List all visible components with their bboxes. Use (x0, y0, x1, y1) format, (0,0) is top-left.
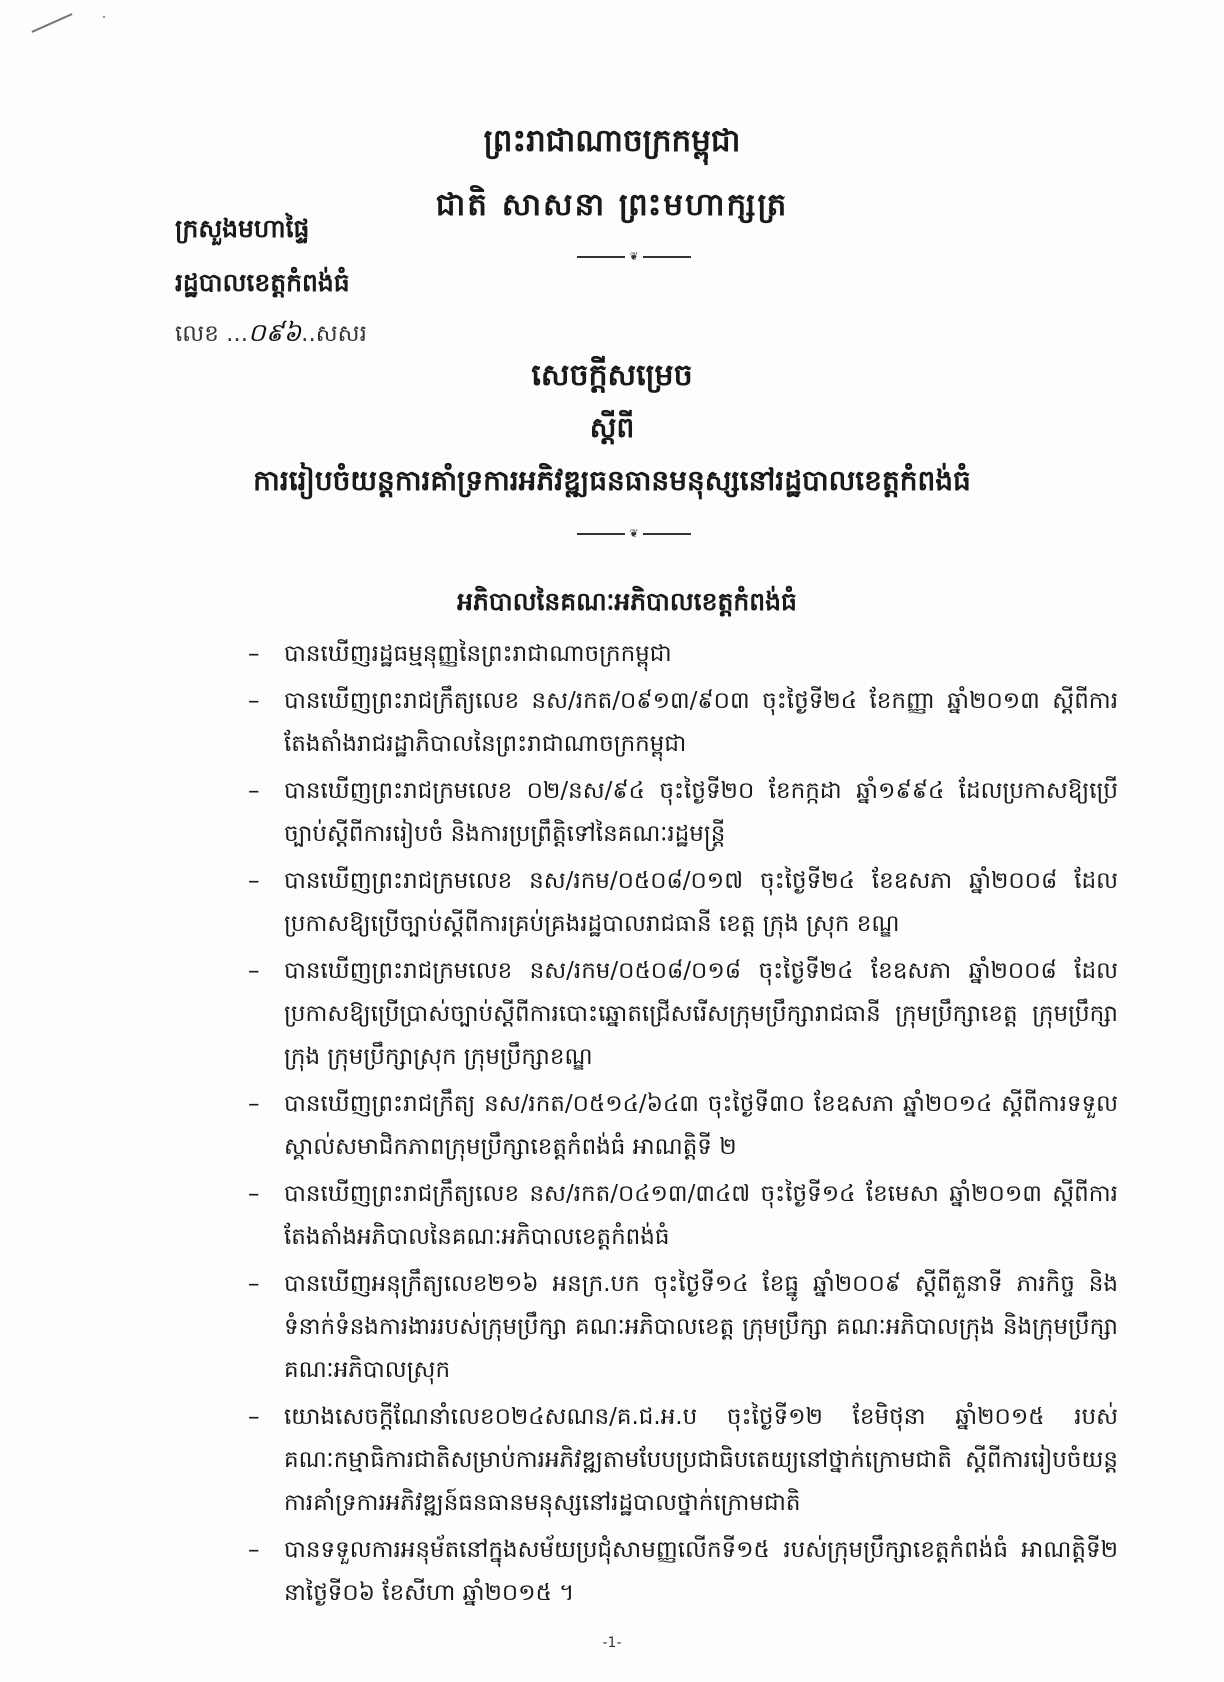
ornament-divider-top (577, 250, 691, 264)
list-item (248, 1263, 1118, 1392)
list-dash: – (248, 641, 260, 667)
list-dash: – (248, 1271, 260, 1297)
list-item-text: បានឃើញអនុក្រឹត្យលេខ២១៦ អនក្រ.បក ចុះថ្ងៃទី១៤ ខែធ្នូ ឆ្នាំ២០០៩ ស្តីពីតួនាទី ភារកិច្ច និងទំនាក់ទំនងការងាររបស់ក្រុមប្រឹក្សា គណៈអភិបាលខេត្ត ក្រុមប្រឹក្សា គណៈអភិបាលក្រុង និងក្រុមប្រឹក្សា គណៈអភិបាលស្រុក (284, 1271, 1118, 1383)
list-item-text: បានឃើញព្រះរាជក្រមលេខ ០២/នស/៩៤ ចុះថ្ងៃទី២០ ខែកក្កដា ឆ្នាំ១៩៩៤ ដែលប្រកាសឱ្យប្រើច្បាប់ស្តីពីការរៀបចំ និងការប្រព្រឹត្តិទៅនៃគណៈរដ្ឋមន្ត្រី (284, 778, 1118, 847)
document-about: ស្តីពី (589, 411, 635, 444)
list-item-text: បានឃើញព្រះរាជក្រឹត្យលេខ នស/រកត/០៤១៣/៣៤៧ ចុះថ្ងៃទី១៤ ខែមេសា ឆ្នាំ២០១៣ ស្តីពីការតែងតាំងអភិបាលនៃគណៈអភិបាលខេត្តកំពង់ធំ (284, 1181, 1118, 1250)
list-item (248, 1396, 1118, 1525)
list-dash: – (248, 868, 260, 894)
list-item-text: បានឃើញព្រះរាជក្រមលេខ នស/រកម/០៥០៨/០១៨ ចុះថ្ងៃទី២៤ ខែឧសភា ឆ្នាំ២០០៨ ដែលប្រកាសឱ្យប្រើប្រាស់ច្បាប់ស្តីពីការបោះឆ្នោតជ្រើសរើសក្រុមប្រឹក្សារាជធានី ក្រុមប្រឹក្សាខេត្ត ក្រុមប្រឹក្សាក្រុង ក្រុមប្រឹក្សាស្រុក ក្រុមប្រឹក្សាខណ្ឌ (284, 958, 1118, 1070)
document-title: សេចក្តីសម្រេច (531, 358, 693, 393)
list-item (248, 770, 1118, 856)
list-dash: – (248, 1537, 260, 1563)
list-item (248, 860, 1118, 946)
list-dash: – (248, 1181, 260, 1207)
list-item-text: បានឃើញព្រះរាជក្រមលេខ នស/រកម/០៥០៨/០១៧ ចុះថ្ងៃទី២៤ ខែឧសភា ឆ្នាំ២០០៨ ដែលប្រកាសឱ្យប្រើច្បាប់ស្តីពីការគ្រប់គ្រងរដ្ឋបាលរាជធានី ខេត្ត ក្រុង ស្រុក ខណ្ឌ (284, 868, 1118, 937)
list-item (248, 950, 1118, 1079)
reference-suffix: ..សសរ (301, 321, 367, 347)
list-item-text: បានឃើញរដ្ឋធម្មនុញ្ញនៃព្រះរាជាណាចក្រកម្ពុជា (284, 641, 672, 667)
list-dash: – (248, 778, 260, 804)
list-dash: – (248, 1091, 260, 1117)
list-item-text: បានឃើញព្រះរាជក្រឹត្យ នស/រកត/០៥១៤/៦៤៣ ចុះថ្ងៃទី៣០ ខែឧសភា ឆ្នាំ២០១៤ ស្តីពីការទទួលស្គាល់សមាជិកភាពក្រុមប្រឹក្សាខេត្តកំពង់ធំ អាណត្តិទី ២ (284, 1091, 1118, 1160)
list-dash: – (248, 958, 260, 984)
list-item (248, 1083, 1118, 1169)
reference-number (175, 318, 367, 354)
ministry-name: ក្រសួងមហាផ្ទៃ (175, 214, 310, 243)
scan-dot (103, 16, 105, 18)
ornament-divider-title (577, 527, 691, 541)
list-item (248, 1529, 1118, 1615)
reference-prefix: លេខ ... (175, 321, 249, 347)
kingdom-heading: ព្រះរាជាណាចក្រកម្ពុជា (483, 123, 741, 159)
list-dash: – (248, 1404, 260, 1430)
ornament-icon: ❦ (629, 250, 639, 263)
ornament-icon: ❦ (629, 527, 639, 540)
list-item (248, 1173, 1118, 1259)
document-subject: ការរៀបចំយន្តការគាំទ្រការអភិវឌ្ឍធនធានមនុស្សនៅរដ្ឋបាលខេត្តកំពង់ធំ (253, 464, 971, 497)
list-item (248, 633, 1118, 676)
province-administration: រដ្ឋបាលខេត្តកំពង់ធំ (175, 268, 350, 297)
reference-number-handwritten: ០៩៦ (248, 318, 302, 347)
legal-basis-list (248, 633, 1118, 1619)
list-item-text: បានទទួលការអនុម័តនៅក្នុងសម័យប្រជុំសាមញ្ញលើកទី១៥ របស់ក្រុមប្រឹក្សាខេត្តកំពង់ធំ អាណត្តិទី២ នាថ្ងៃទី០៦ ខែសីហា ឆ្នាំ២០១៥ ។ (284, 1537, 1118, 1606)
list-item-text: យោងសេចក្តីណែនាំលេខ០២៤សណន/គ.ជ.អ.ប ចុះថ្ងៃទី១២ ខែមិថុនា ឆ្នាំ២០១៥ របស់គណៈកម្មាធិការជាតិសម្រាប់ការអភិវឌ្ឍតាមបែបប្រជាធិបតេយ្យនៅថ្នាក់ក្រោមជាតិ ស្តីពីការរៀបចំយន្តការគាំទ្រការអភិវឌ្ឍន៍ធនធានមនុស្សនៅរដ្ឋបាលថ្នាក់ក្រោមជាតិ (284, 1404, 1118, 1516)
page-number: -1- (602, 1635, 622, 1651)
list-item-text: បានឃើញព្រះរាជក្រឹត្យលេខ នស/រកត/០៩១៣/៩០៣ ចុះថ្ងៃទី២៤ ខែកញ្ញា ឆ្នាំ២០១៣ ស្តីពីការតែងតាំងរាជរដ្ឋាភិបាលនៃព្រះរាជាណាចក្រកម្ពុជា (284, 688, 1118, 757)
scan-mark (31, 13, 72, 33)
national-motto: ជាតិ សាសនា ព្រះមហាក្សត្រ (435, 187, 789, 223)
governor-heading: អភិបាលនៃគណៈអភិបាលខេត្តកំពង់ធំ (457, 587, 797, 616)
list-item (248, 680, 1118, 766)
list-dash: – (248, 688, 260, 714)
